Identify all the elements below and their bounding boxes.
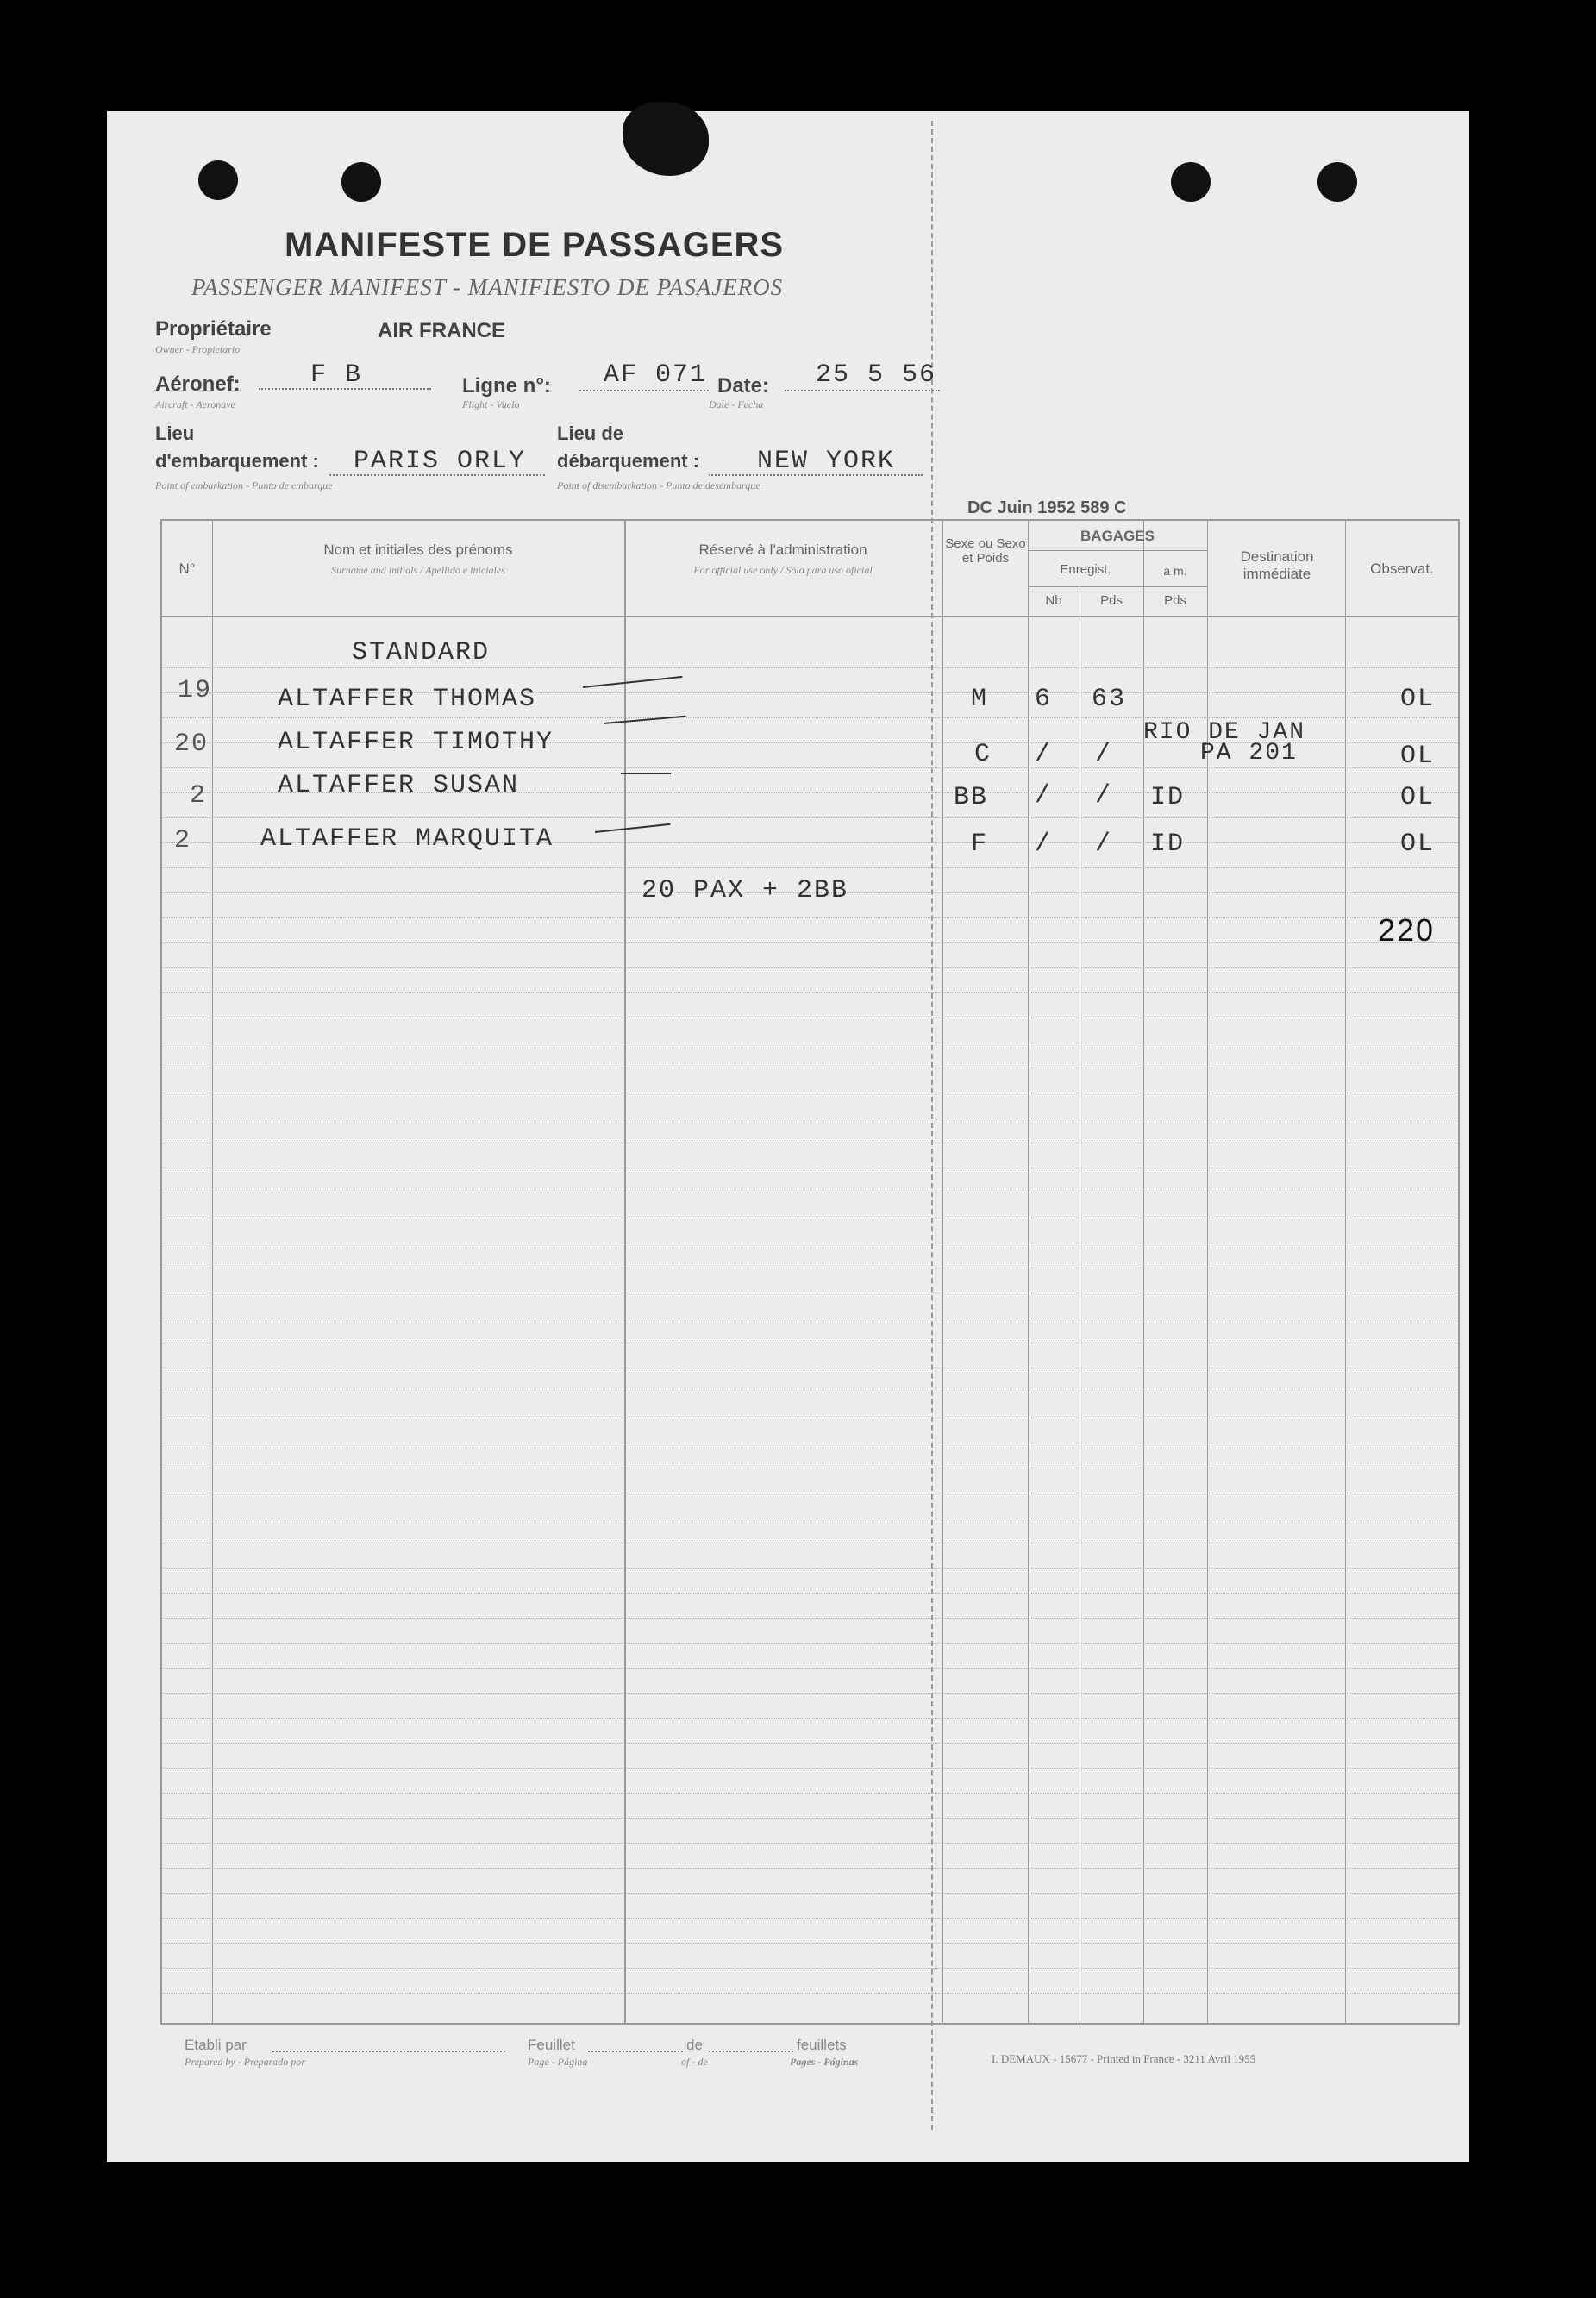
ruling-line — [162, 1818, 1458, 1819]
passenger-sex: M — [971, 685, 989, 714]
date-label: Date: — [717, 374, 770, 398]
header-sex: Sexe ou Sexo et Poids — [945, 536, 1026, 567]
header-name: Nom et initiales des prénoms — [323, 542, 513, 558]
ruling-line — [162, 667, 1458, 668]
form-code: DC Juin 1952 589 C — [967, 498, 1127, 517]
disembark-label-line2: débarquement : — [557, 450, 700, 472]
header-observations: Observat. — [1370, 560, 1434, 577]
aircraft-value: F B — [310, 360, 363, 390]
ruling-line — [162, 1793, 1458, 1794]
total-observation: 220 — [1378, 912, 1436, 948]
ruling-line — [162, 942, 1458, 943]
row-number: 19 — [178, 676, 213, 705]
ruling-line — [162, 1843, 1458, 1844]
ruling-line — [162, 1943, 1458, 1944]
observation: OL — [1400, 830, 1436, 859]
line-value: AF 071 — [604, 360, 708, 390]
date-underline — [785, 390, 940, 391]
baggage-weight: / — [1095, 781, 1113, 811]
observation: OL — [1400, 685, 1436, 714]
of-underline — [709, 2051, 793, 2052]
ruling-line — [162, 1868, 1458, 1869]
punch-hole-right-1 — [1171, 162, 1211, 202]
header-weight: Pds — [1100, 593, 1123, 608]
embark-value: PARIS ORLY — [354, 447, 527, 476]
passenger-sex: BB — [954, 783, 989, 812]
owner-label: Propriétaire — [155, 317, 272, 341]
observation: OL — [1400, 742, 1436, 771]
passenger-sex: F — [971, 830, 989, 859]
embark-sublabel: Point of embarkation - Punto de embarque — [155, 479, 333, 492]
passenger-sex: C — [974, 740, 992, 769]
punch-hole-left-1 — [198, 160, 238, 200]
ruling-line — [162, 1918, 1458, 1919]
prepared-by-label: Etabli par — [185, 2037, 247, 2053]
header-admin-sub: For official use only / Sólo para uso oficial — [693, 564, 873, 576]
punch-hole-left-2 — [341, 162, 381, 202]
row-number: 2 — [190, 781, 208, 811]
hand-baggage-note: RIO DE JAN — [1143, 719, 1306, 746]
ruling-line — [162, 1743, 1458, 1744]
of-label: de — [686, 2037, 703, 2053]
punch-hole-right-2 — [1317, 162, 1357, 202]
strike-mark — [621, 773, 671, 774]
ruling-line — [162, 1968, 1458, 1969]
page-subtitle: PASSENGER MANIFEST - MANIFIESTO DE PASAJEROS — [191, 274, 784, 300]
total-passengers-note: 20 PAX + 2BB — [642, 876, 849, 905]
ruling-line — [162, 817, 1458, 818]
hand-baggage-note: ID — [1150, 830, 1186, 859]
header-hand-weight: Pds — [1164, 593, 1186, 608]
ruling-line — [162, 1568, 1458, 1569]
header-name-sub: Surname and initials / Apellido e iniciales — [331, 564, 505, 576]
ruling-line — [162, 917, 1458, 918]
ruling-line — [162, 992, 1458, 993]
ruling-line — [162, 1718, 1458, 1719]
perforation-line — [931, 121, 933, 2130]
embark-label-line2: d'embarquement : — [155, 450, 319, 472]
sheets-label: feuillets — [797, 2037, 847, 2053]
baggage-count: 6 — [1035, 685, 1053, 714]
sheet-sublabel: Page - Página — [528, 2056, 588, 2068]
ruling-line — [162, 967, 1458, 968]
line-sublabel: Flight - Vuelo — [462, 398, 520, 410]
embark-label-line1: Lieu — [155, 423, 195, 444]
ruling-line — [162, 1693, 1458, 1694]
header-destination: Destination immédiate — [1240, 548, 1314, 582]
baggage-count: / — [1035, 740, 1053, 769]
header-baggage: BAGAGES — [1080, 528, 1155, 544]
date-value: 25 5 56 — [816, 360, 937, 390]
row-number: 20 — [174, 729, 210, 759]
disembark-value: NEW YORK — [757, 447, 896, 476]
disembark-sublabel: Point of disembarkation - Punto de desembarque — [557, 479, 760, 492]
baggage-count: / — [1035, 781, 1053, 811]
header-hand: à m. — [1163, 564, 1187, 578]
ruling-line — [162, 1993, 1458, 1994]
passenger-name: ALTAFFER SUSAN — [278, 771, 520, 800]
observation: OL — [1400, 783, 1436, 812]
manifest-sheet — [107, 111, 1469, 2162]
baggage-weight: / — [1095, 830, 1113, 859]
ruling-line — [162, 717, 1458, 718]
aircraft-sublabel: Aircraft - Aeronave — [155, 398, 235, 410]
baggage-count: / — [1035, 830, 1053, 859]
ruling-line — [162, 1668, 1458, 1669]
sheet-underline — [588, 2051, 683, 2052]
passenger-name: ALTAFFER THOMAS — [278, 685, 537, 714]
of-sublabel: of - de — [681, 2056, 708, 2068]
baggage-weight: 63 — [1092, 685, 1127, 714]
sheet-label: Feuillet — [528, 2037, 575, 2053]
ruling-line — [162, 767, 1458, 768]
hand-baggage-note: ID — [1150, 783, 1186, 812]
prepared-by-underline — [272, 2051, 505, 2052]
passenger-name: ALTAFFER TIMOTHY — [278, 728, 554, 757]
ruling-line — [162, 1768, 1458, 1769]
prepared-by-sublabel: Prepared by - Preparado por — [185, 2056, 305, 2068]
date-sublabel: Date - Fecha — [709, 398, 764, 410]
aircraft-label: Aéronef: — [155, 373, 241, 396]
ruling-line — [162, 1618, 1458, 1619]
baggage-weight: / — [1095, 740, 1113, 769]
header-registered: Enregist. — [1060, 562, 1111, 577]
disembark-label-line1: Lieu de — [557, 423, 624, 444]
header-no: N° — [178, 560, 196, 577]
owner-sublabel: Owner - Propietario — [155, 343, 241, 355]
printer-imprint: I. DEMAUX - 15677 - Printed in France - 3211 Avril 1955 — [992, 2052, 1256, 2065]
page-title: MANIFESTE DE PASSAGERS — [285, 226, 785, 264]
line-label: Ligne n°: — [462, 374, 551, 398]
class-label: STANDARD — [352, 638, 491, 667]
row-number: 2 — [174, 826, 192, 855]
ruling-line — [162, 1593, 1458, 1594]
header-nb: Nb — [1045, 593, 1062, 608]
destination: PA 201 — [1200, 740, 1298, 767]
header-admin: Réservé à l'administration — [698, 542, 867, 558]
sheets-sublabel: Pages - Páginas — [790, 2056, 859, 2068]
passenger-name: ALTAFFER MARQUITA — [260, 824, 554, 854]
ruling-line — [162, 1893, 1458, 1894]
ruling-line — [162, 1643, 1458, 1644]
line-underline — [579, 390, 709, 391]
ruling-line — [162, 867, 1458, 868]
owner-value: AIR FRANCE — [378, 319, 505, 342]
